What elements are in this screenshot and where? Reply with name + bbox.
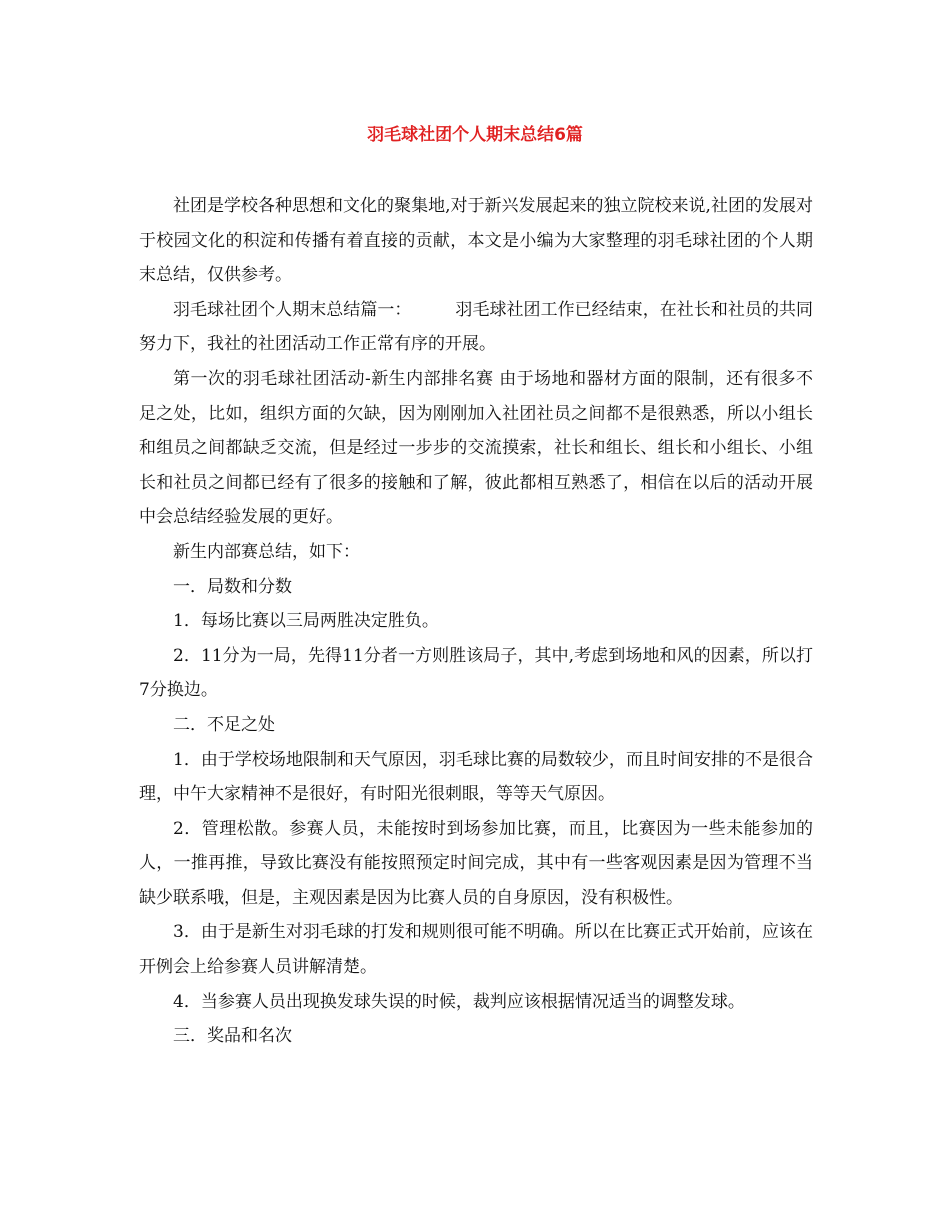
competition-summary-intro: 新生内部赛总结，如下： [173,541,360,562]
list-item: 4．当参赛人员出现换发球失误的时候，裁判应该根据情况适当的调整发球。 [173,991,745,1012]
first-activity-paragraph [139,362,813,535]
section-heading-shortcomings: 二．不足之处 [173,714,275,735]
first-activity-text: 由于场地和器材方面的限制，还有很多不足之处，比如，组织方面的欠缺，因为刚刚加入社团社员之间都不是很熟悉，所以小组长和组员之间都缺乏交流，但是经过一步步的交流摸索，社长和组长、组长和小组长、小组长和社员之间都已经有了很多的接触和了解，彼此都相互熟悉了，相信在以后的活动开展中会总结经验发展的更好。 [139,368,814,528]
document-title: 羽毛球社团个人期末总结6篇 [367,125,583,145]
summary-one-paragraph [139,293,813,362]
document-body [139,189,813,1054]
list-item: 1．每场比赛以三局两胜决定胜负。 [173,611,439,632]
list-item: 3．由于是新生对羽毛球的打发和规则很可能不明确。所以在比赛正式开始前，应该在开例会上给参赛人员讲解清楚。 [139,922,813,978]
section-heading-prizes-rankings: 三．奖品和名次 [173,1026,292,1047]
summary-one-text: 羽毛球社团工作已经结束，在社长和社员的共同努力下，我社的社团活动工作正常有序的开展。 [139,299,814,355]
list-item: 1．由于学校场地限制和天气原因，羽毛球比赛的局数较少，而且时间安排的不是很合理，中午大家精神不是很好，有时阳光很刺眼，等等天气原因。 [139,749,813,805]
section-heading-games-scores: 一．局数和分数 [173,576,292,597]
summary-one-heading: 羽毛球社团个人期末总结篇一： [173,299,412,320]
intro-paragraph: 社团是学校各种思想和文化的聚集地,对于新兴发展起来的独立院校来说,社团的发展对于校园文化的积淀和传播有着直接的贡献，本文是小编为大家整理的羽毛球社团的个人期末总结，仅供参考。 [139,196,813,286]
first-activity-heading: 第一次的羽毛球社团活动-新生内部排名赛 [173,368,494,389]
list-item: 2．管理松散。参赛人员，未能按时到场参加比赛，而且，比赛因为一些未能参加的人，一推再推，导致比赛没有能按照预定时间完成，其中有一些客观因素是因为管理不当缺少联系哦，但是，主观因素是因为比赛人员的自身原因，没有积极性。 [139,818,813,908]
list-item: 2．11分为一局，先得11分者一方则胜该局子，其中,考虑到场地和风的因素，所以打7分换边。 [139,645,813,701]
